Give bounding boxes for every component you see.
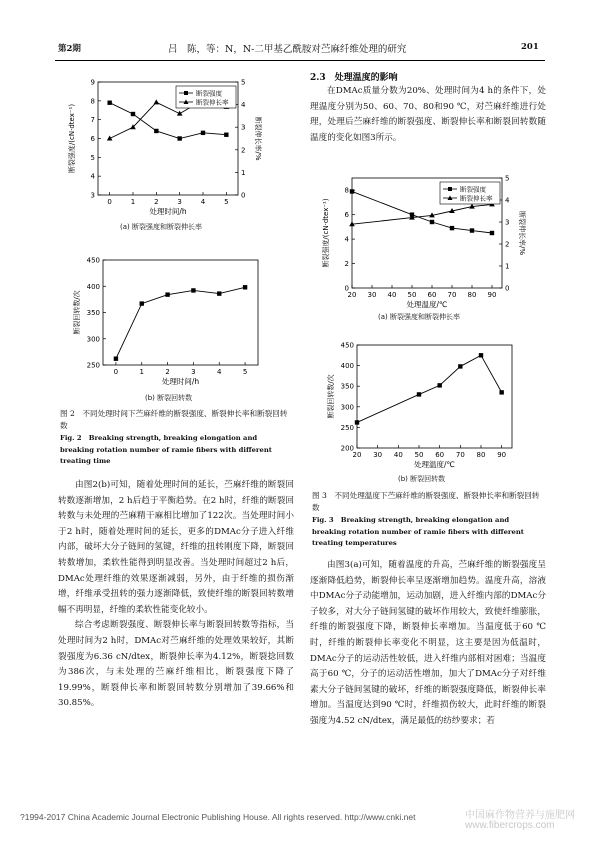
page-number: 201 bbox=[521, 42, 539, 52]
y-tick-label: 350 bbox=[86, 309, 100, 317]
y-right-axis-label: 断裂伸长率/% bbox=[254, 116, 262, 161]
x-axis-label: 处理温度/℃ bbox=[414, 460, 455, 469]
data-point-triangle bbox=[154, 99, 160, 104]
data-point-square bbox=[417, 392, 421, 396]
legend-label: 断裂伸长率 bbox=[460, 194, 493, 203]
fig2a-caption: (a) 断裂强度和断裂伸长率 bbox=[120, 223, 202, 231]
y-tick-label: 400 bbox=[86, 282, 100, 291]
data-point-square bbox=[430, 220, 434, 224]
fig3a-caption: (a) 断裂强度和断裂伸长率 bbox=[378, 313, 460, 321]
y-tick-label: 3 bbox=[90, 191, 95, 200]
fig2b-chart bbox=[58, 245, 278, 395]
x-tick-label: 2 bbox=[154, 198, 159, 206]
fig2-caption-cn: 图 2 不同处理时间下苎麻纤维的断裂强度、断裂伸长率和断裂回转数 bbox=[60, 409, 288, 430]
x-tick-label: 40 bbox=[393, 451, 403, 459]
y-tick-label: 450 bbox=[86, 256, 100, 265]
x-axis-label: 处理温度/℃ bbox=[406, 300, 448, 309]
fig3-caption-cn: 图 3 不同处理温度下苎麻纤维的断裂强度、断裂伸长率和断裂回转数 bbox=[312, 491, 540, 512]
fig3b-chart bbox=[312, 335, 542, 473]
data-point-square bbox=[479, 353, 483, 357]
x-tick-label: 0 bbox=[113, 368, 119, 376]
data-point-square bbox=[224, 133, 228, 137]
x-tick-label: 2 bbox=[165, 368, 170, 376]
y-right-tick-label: 2 bbox=[241, 146, 246, 155]
y-tick-label: 5 bbox=[90, 153, 95, 162]
y-axis-label: 断裂回转数/次 bbox=[327, 374, 335, 419]
data-point-square bbox=[107, 101, 111, 105]
y-right-tick-label: 5 bbox=[241, 78, 246, 87]
x-tick-label: 5 bbox=[224, 198, 229, 206]
x-tick-label: 80 bbox=[476, 451, 486, 459]
data-point-square bbox=[177, 136, 181, 140]
x-tick-label: 20 bbox=[347, 291, 357, 299]
x-tick-label: 60 bbox=[427, 291, 437, 299]
data-point-square bbox=[191, 288, 195, 292]
data-point-square bbox=[140, 301, 144, 305]
fig3-caption-en-text: Breaking strength, breaking elongation and breaking rotation number of ramie fibers with different treating temperatures bbox=[312, 516, 524, 547]
y-tick-label: 9 bbox=[90, 78, 95, 87]
plot-frame bbox=[103, 260, 258, 365]
x-tick-label: 90 bbox=[497, 451, 507, 459]
y-right-tick-label: 4 bbox=[241, 101, 246, 110]
y-tick-label: 350 bbox=[340, 382, 354, 391]
fig3-caption-en bbox=[312, 515, 544, 550]
data-point-square bbox=[217, 291, 221, 295]
section-title: 2.3 处理温度的影响 bbox=[310, 73, 398, 83]
legend-label: 断裂强度 bbox=[460, 185, 486, 194]
data-point-square bbox=[201, 131, 205, 135]
x-tick-label: 5 bbox=[242, 368, 248, 376]
x-tick-label: 4 bbox=[200, 198, 206, 206]
y-tick-label: 300 bbox=[340, 403, 354, 412]
x-axis-label: 处理时间/h bbox=[161, 377, 200, 386]
x-tick-label: 30 bbox=[367, 291, 377, 299]
left-paragraph-2: 综合考虑断裂强度、断裂伸长率与断裂回转数等指标，当处理时间为2 h时，DMAc对苎麻纤维的处理效果较好，其断裂强度为6.36 cN/dtex，断裂伸长率为4.12%，断裂捻回数为386次，与未处理的苎麻纤维相比，断裂强度下降了19.99%，断裂伸长率和断裂回转数分别增加了39.66%和30.85%。 bbox=[58, 620, 294, 709]
fig2-label: Fig. 2 bbox=[60, 434, 82, 442]
y-right-tick-label: 3 bbox=[241, 123, 246, 132]
fig2b-caption: (b) 断裂回转数 bbox=[145, 394, 193, 402]
data-point-square bbox=[350, 189, 354, 193]
data-point-square bbox=[499, 390, 503, 394]
y-tick-label: 8 bbox=[90, 97, 95, 106]
data-point-square bbox=[450, 226, 454, 230]
y-tick-label: 250 bbox=[86, 361, 100, 370]
data-point-square bbox=[131, 112, 135, 116]
y-tick-label: 6 bbox=[344, 211, 349, 220]
y-axis-label: 断裂强度/(cN·dtex⁻¹) bbox=[68, 103, 76, 174]
data-point-square bbox=[490, 231, 494, 235]
x-tick-label: 40 bbox=[387, 291, 397, 299]
right-intro bbox=[310, 84, 546, 146]
data-point-square bbox=[154, 129, 158, 133]
running-title: 吕 陈，等：N，N-二甲基乙酰胺对苎麻纤维处理的研究 bbox=[168, 44, 407, 55]
watermark-url: www.fibercrops.com bbox=[465, 820, 555, 831]
y-axis-label: 断裂强度/(cN·dtex⁻¹) bbox=[322, 198, 330, 268]
x-tick-label: 20 bbox=[352, 451, 362, 459]
fig3b-caption: (b) 断裂回转数 bbox=[398, 475, 446, 483]
left-column-text bbox=[58, 478, 294, 712]
y-right-tick-label: 0 bbox=[505, 284, 510, 293]
legend-marker-square bbox=[448, 187, 452, 191]
y-right-tick-label: 1 bbox=[241, 168, 246, 177]
x-tick-label: 1 bbox=[130, 198, 136, 206]
x-tick-label: 70 bbox=[447, 291, 457, 299]
x-tick-label: 90 bbox=[487, 291, 497, 299]
x-tick-label: 60 bbox=[435, 451, 445, 459]
x-tick-label: 1 bbox=[139, 368, 144, 376]
y-right-tick-label: 5 bbox=[505, 174, 510, 183]
fig3-label: Fig. 3 bbox=[312, 516, 334, 524]
series-line-1 bbox=[116, 287, 245, 358]
header-rule bbox=[55, 60, 545, 61]
y-right-tick-label: 1 bbox=[505, 262, 510, 271]
data-point-square bbox=[165, 292, 169, 296]
x-tick-label: 4 bbox=[217, 368, 222, 376]
fig2a-chart bbox=[58, 70, 278, 220]
x-axis-label: 处理时间/h bbox=[149, 207, 187, 216]
y-right-tick-label: 3 bbox=[505, 218, 510, 227]
legend-label: 断裂强度 bbox=[196, 89, 222, 98]
y-tick-label: 4 bbox=[90, 172, 95, 181]
series-line-1 bbox=[357, 355, 502, 422]
data-point-square bbox=[437, 383, 441, 387]
x-tick-label: 3 bbox=[191, 368, 196, 376]
data-point-square bbox=[243, 285, 247, 289]
data-point-square bbox=[458, 364, 462, 368]
y-tick-label: 2 bbox=[344, 260, 349, 269]
y-tick-label: 4 bbox=[344, 235, 349, 244]
y-tick-label: 7 bbox=[90, 116, 95, 125]
right-paragraph-2: 由图3(a)可知，随着温度的升高，苎麻纤维的断裂强度呈逐渐降低趋势，断裂伸长率呈逐渐增加趋势。温度升高，溶液中DMAc分子动能增加，运动加剧，进入纤维内部的DMAc分子较多，对大分子链间氢键的破坏作用较大，致使纤维膨胀，纤维的断裂强度下降，断裂伸长率增加。当温度低于60 ℃时，纤维的断裂伸长率变化不明显，这主要是因为低温时，DMAc分子的运动活性较低，进入纤维内部相对困难；当温度高于60 ℃，分子的运动活性增加，加大了DMAc分子对纤维素大分子链间氢键的破坏，纤维的断裂强度降低，断裂伸长率增加。当温度达到90 ℃时，纤维损伤较大，此时纤维的断裂强度为4.52 cN/dtex，满足最低的纺纱要求；若 bbox=[310, 560, 546, 726]
fig3a-chart bbox=[312, 170, 542, 310]
y-tick-label: 400 bbox=[340, 362, 354, 371]
y-right-tick-label: 2 bbox=[505, 240, 510, 249]
x-tick-label: 0 bbox=[107, 198, 112, 206]
right-column-text bbox=[310, 558, 546, 730]
data-point-square bbox=[470, 228, 474, 232]
y-right-axis-label: 断裂伸长率/% bbox=[518, 210, 526, 256]
legend-label: 断裂伸长率 bbox=[196, 98, 229, 107]
x-tick-label: 50 bbox=[414, 451, 424, 459]
watermark-cn: 中国麻作物营养与施肥网 bbox=[465, 810, 575, 821]
journal-issue: 第2期 bbox=[58, 44, 81, 54]
fig2-caption-en-text: Breaking strength, breaking elongation and breaking rotation number of ramie fibers with different treating time bbox=[60, 434, 272, 465]
left-paragraph-1: 由图2(b)可知，随着处理时间的延长，苎麻纤维的断裂回转数逐渐增加，2 h后趋于平衡趋势。在2 h时，纤维的断裂回转数与未处理的苎麻精干麻相比增加了122次。当处理时间小于2 h时，随着处理时间的延长，更多的DMAc分子进入纤维内部，破坏大分子链间的氢键，纤维的扭转刚度下降，断裂回转数增加，柔软性能得到明显改善。当处理时间超过2 h后，DMAc处理纤维的效果逐渐减弱，另外，由于纤维的损伤渐增，纤维承受扭转的强力逐渐降低，致使纤维的断裂回转数增幅不再明显，纤维的柔软性能变化较小。 bbox=[58, 480, 294, 615]
y-axis-label: 断裂回转数/次 bbox=[73, 290, 81, 335]
fig2-caption-en bbox=[60, 433, 292, 468]
y-tick-label: 250 bbox=[340, 423, 354, 432]
x-tick-label: 3 bbox=[177, 198, 182, 206]
x-tick-label: 50 bbox=[407, 291, 417, 299]
y-tick-label: 450 bbox=[340, 341, 354, 350]
y-tick-label: 8 bbox=[344, 186, 349, 195]
y-tick-label: 6 bbox=[90, 135, 95, 143]
y-tick-label: 300 bbox=[86, 335, 100, 344]
legend-marker-square bbox=[184, 91, 188, 95]
plot-frame bbox=[357, 345, 512, 448]
x-tick-label: 70 bbox=[455, 451, 465, 459]
y-right-tick-label: 4 bbox=[505, 196, 510, 205]
data-point-square bbox=[355, 420, 359, 424]
y-tick-label: 0 bbox=[344, 284, 349, 293]
y-right-tick-label: 0 bbox=[241, 191, 246, 200]
copyright-footer: ?1994-2017 China Academic Journal Electronic Publishing House. All rights reserved. http://www.cnki.net bbox=[20, 812, 416, 822]
right-paragraph-1: 在DMAc质量分数为20%、处理时间为4 h的条件下，处理温度分别为50、60、70、80和90 ℃，对苎麻纤维进行处理，处理后苎麻纤维的断裂强度、断裂伸长率和断裂回转数随温度的变化如图3所示。 bbox=[310, 86, 546, 143]
x-tick-label: 80 bbox=[467, 291, 477, 299]
x-tick-label: 30 bbox=[373, 451, 383, 459]
y-tick-label: 200 bbox=[340, 444, 354, 453]
data-point-square bbox=[114, 357, 118, 361]
